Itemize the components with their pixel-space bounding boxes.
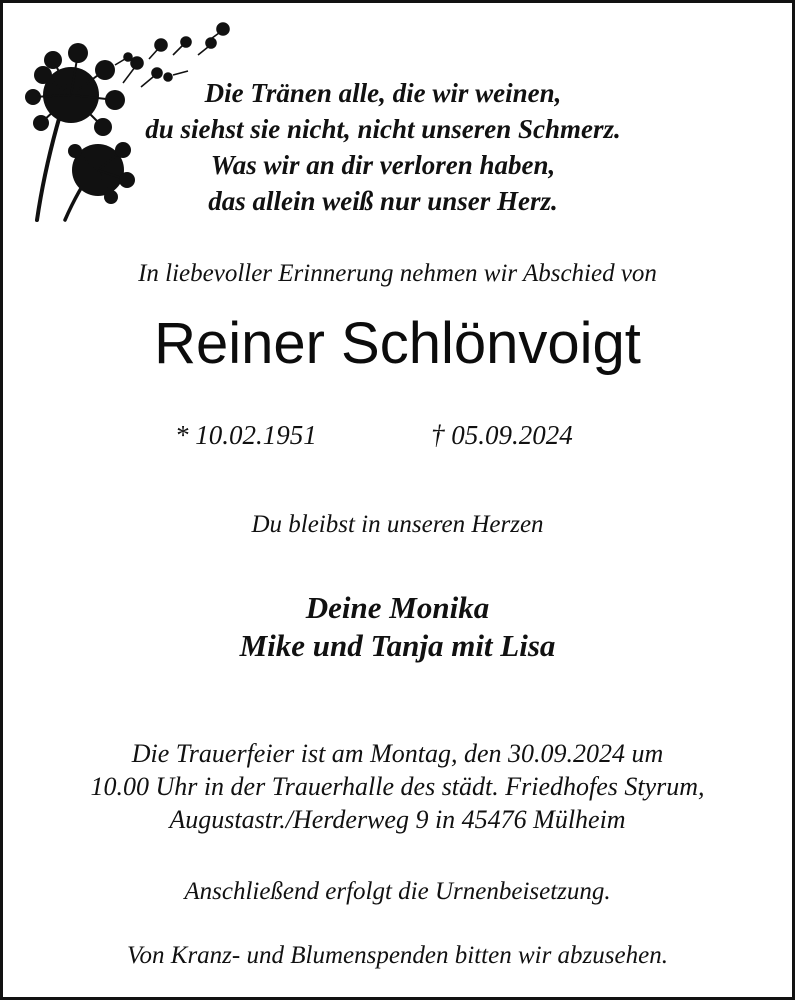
family-line: Deine Monika [305, 590, 490, 625]
deceased-name: Reiner Schlönvoigt [154, 311, 641, 376]
birth-date: * 10.02.1951 [175, 420, 317, 450]
poem-line: Was wir an dir verloren haben, [210, 150, 556, 180]
poem [123, 75, 643, 219]
intro-text: In liebevoller Erinnerung nehmen wir Abschied von [138, 260, 657, 287]
farewell-text: Du bleibst in unseren Herzen [251, 511, 544, 538]
urn-burial-note: Anschließend erfolgt die Urnenbeisetzung. [184, 878, 611, 905]
family-line: Mike und Tanja mit Lisa [239, 628, 556, 663]
poem-line: Die Tränen alle, die wir weinen, [204, 78, 562, 108]
family-signature [3, 589, 792, 665]
service-line: 10.00 Uhr in der Trauerhalle des städt. Friedhofes Styrum, [90, 772, 705, 801]
death-date: † 05.09.2024 [431, 420, 573, 450]
funeral-service-info [3, 737, 792, 836]
flowers-request: Von Kranz- und Blumenspenden bitten wir abzusehen. [127, 942, 668, 969]
service-line: Augustastr./Herderweg 9 in 45476 Mülheim [169, 805, 626, 834]
service-line: Die Trauerfeier ist am Montag, den 30.09.2024 um [131, 739, 664, 768]
poem-line: das allein weiß nur unser Herz. [208, 186, 558, 216]
poem-line: du siehst sie nicht, nicht unseren Schmerz. [145, 114, 621, 144]
